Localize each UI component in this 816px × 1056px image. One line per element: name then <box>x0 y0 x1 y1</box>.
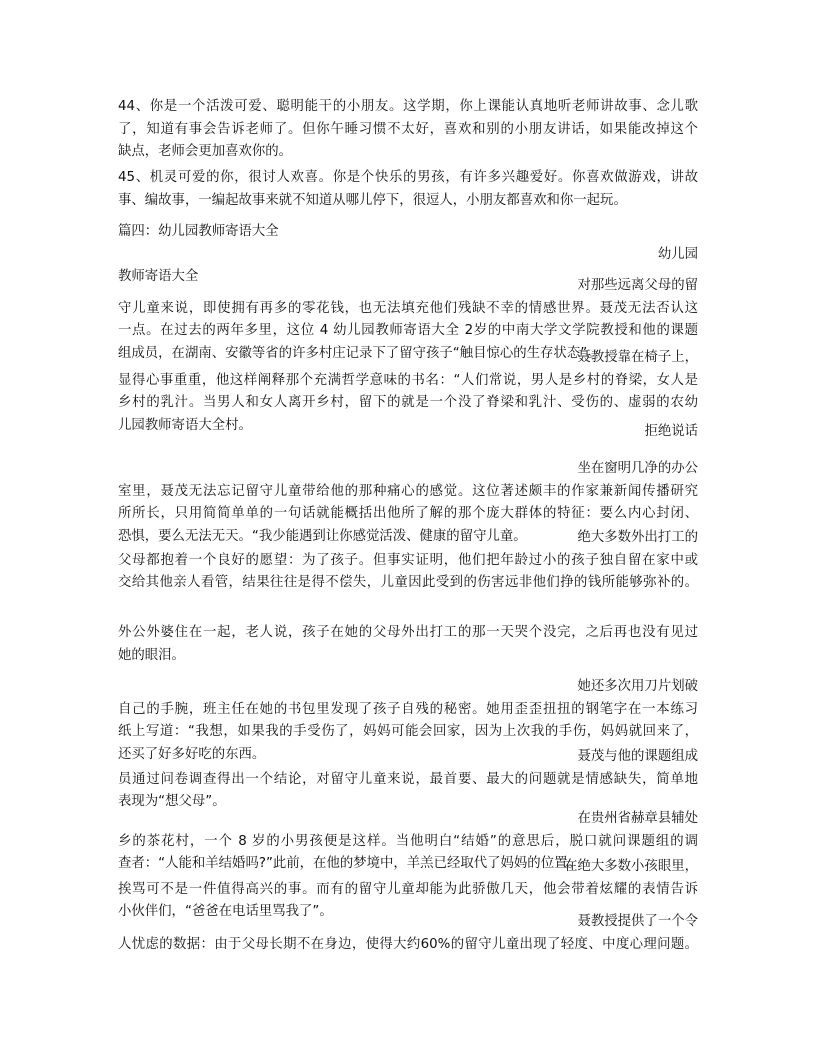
heading-continuation: 教师寄语大全 <box>118 269 199 285</box>
paragraph-lead: 绝大多数外出打工的 <box>577 530 698 545</box>
subheading-block <box>118 421 698 444</box>
text-line: 一点。在过去的两年多里，这位 4 幼儿园教师寄语大全 2岁的中南大学文学院教授和他的课题 <box>118 323 698 339</box>
text-line: 员通过问卷调查得出一个结论，对留守儿童来说，最首要、最大的问题就是情感缺失，简单地 <box>118 771 698 787</box>
text-line: 表现为“想父母”。 <box>118 794 226 810</box>
text-line: 纸上写道：“我想，如果我的手受伤了，妈妈可能会回家，因为上次我的手伤，妈妈就回来了， <box>118 724 698 740</box>
text-line: 显得心事重重，他这样阐释那个充满哲学意味的书名：“人们常说，男人是乡村的脊梁，女人是 <box>118 372 698 388</box>
text-line: 小伙伴们，“爸爸在电话里骂我了”。 <box>118 904 333 920</box>
text-line: 缺点，老师会更加喜欢你的。 <box>118 144 293 160</box>
paragraph-lead: 在贵州省赫章县辅处 <box>577 811 698 826</box>
text-line: 45、机灵可爱的你，很讨人欢喜。你是个快乐的男孩，有许多兴趣爱好。你喜欢做游戏，讲故 <box>118 170 698 185</box>
paragraph-lead: 在绝大多数小孩眼里， <box>564 859 698 874</box>
section-title: 篇四：幼儿园教师寄语大全 <box>118 224 279 239</box>
text-line: 乡的茶花村，一个 8 岁的小男孩便是这样。当他明白“结婚”的意思后，脱口就问课题组的调 <box>118 833 698 849</box>
paragraph-lead: 聂教授提供了一个令 <box>577 914 698 929</box>
paragraph-lead: 聂茂与他的课题组成 <box>577 749 698 764</box>
text-line: 了，知道有事会告诉老师了。但你午睡习惯不太好，喜欢和别的小朋友讲话，如果能改掉这个 <box>118 121 698 137</box>
text-line: 守儿童来说，即使拥有再多的零花钱，也无法填充他们残缺不幸的情感世界。聂茂无法否认这 <box>118 300 698 316</box>
text-line: 44、你是一个活泼可爱、聪明能干的小朋友。这学期，你上课能认真地听老师讲故事、念儿歌 <box>118 99 698 114</box>
text-line: 恐惧，要么无法无天。“我少能遇到让你感觉活泼、健康的留守儿童。 <box>118 528 527 544</box>
paragraph <box>118 911 698 956</box>
paragraph-lead: 聂教授靠在椅子上， <box>577 350 698 365</box>
paragraph-lead: 她还多次用刀片划破 <box>577 679 698 694</box>
subheading: 拒绝说话 <box>644 424 698 439</box>
text-line: 儿园教师寄语大全村。 <box>118 417 252 433</box>
paragraph <box>118 746 698 814</box>
text-line: 外公外婆住在一起，老人说，孩子在她的父母外出打工的那一天哭个没完，之后再也没有见过 <box>118 625 698 640</box>
text-line: 查者：“人能和羊结婚吗?”此前，在他的梦境中，羊羔已经取代了妈妈的位置。 <box>118 856 581 872</box>
text-line: 父母都抱着一个良好的愿望：为了孩子。但事实证明，他们把年龄过小的孩子独自留在家中或 <box>118 552 698 568</box>
text-line: 她的眼泪。 <box>118 647 185 663</box>
text-line: 室里，聂茂无法忘记留守儿童带给他的那种痛心的感觉。这位著述颇丰的作家兼新闻传播研究 <box>118 483 698 499</box>
paragraph-lead: 对那些远离父母的留 <box>577 278 698 293</box>
text-line: 组成员，在湖南、安徽等省的许多村庄记录下了留守孩子“触目惊心的生存状态”。 <box>118 345 601 361</box>
paragraph <box>118 622 698 667</box>
text-line: 乡村的乳汁。当男人和女人离开乡村，留下的就是一个没了脊梁和乳汁、受伤的、虚弱的农幼 <box>118 395 698 411</box>
paragraph <box>118 527 698 595</box>
text-line: 事、编故事，一编起故事来就不知道从哪儿停下，很逗人，小朋友都喜欢和你一起玩。 <box>118 192 627 208</box>
list-item <box>118 167 698 212</box>
right-heading: 幼儿园 <box>657 246 698 262</box>
text-line: 交给其他亲人看管，结果往往是得不偿失，儿童因此受到的伤害远非他们挣的钱所能够弥补的。 <box>118 575 698 591</box>
text-line: 挨骂可不是一件值得高兴的事。而有的留守儿童却能为此骄傲几天，他会带着炫耀的表情告诉 <box>118 881 698 897</box>
paragraph-lead: 坐在窗明几净的办公 <box>577 461 698 476</box>
text-line: 还买了好多好吃的东西。 <box>118 746 266 762</box>
list-item <box>118 96 698 164</box>
text-line: 自己的手腕，班主任在她的书包里发现了孩子自残的秘密。她用歪歪扭扭的钢笔字在一本练习 <box>118 701 698 717</box>
text-line: 人忧虑的数据：由于父母长期不在身边，使得大约60%的留守儿童出现了轻度、中度心理问题。 <box>118 936 698 952</box>
text-line: 所所长，只用简简单单的一句话就能概括出他所了解的那个庞大群体的特征：要么内心封闭、 <box>118 506 698 522</box>
